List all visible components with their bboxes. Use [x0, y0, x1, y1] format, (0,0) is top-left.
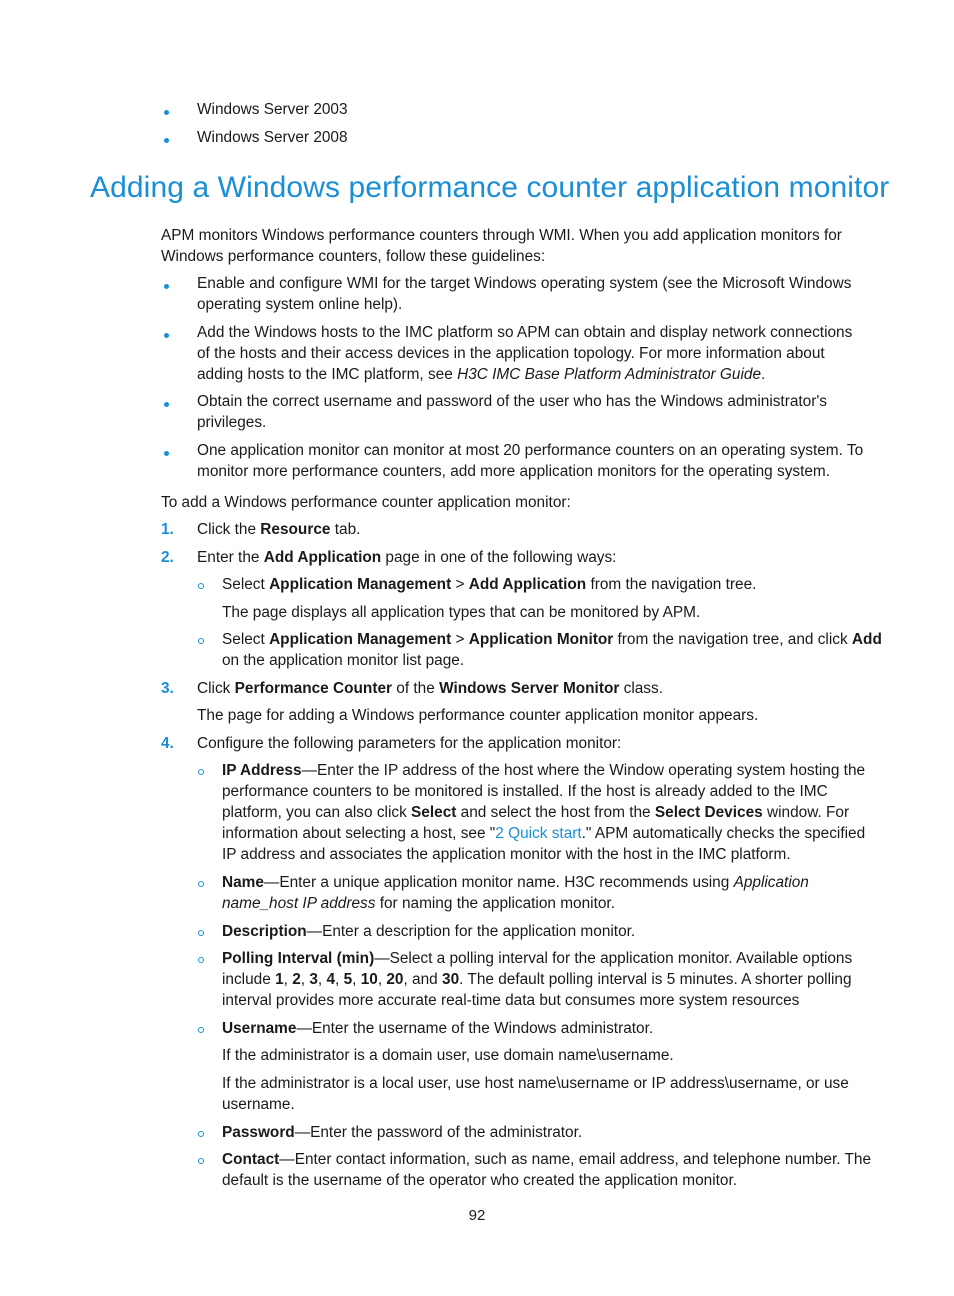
step-2: Enter the Add Application page in one of the following ways:: [197, 549, 617, 566]
section-heading: Adding a Windows performance counter application monitor: [90, 171, 890, 204]
param-password: Password—Enter the password of the administrator.: [222, 1124, 583, 1141]
circle-bullet-icon: [198, 1158, 204, 1164]
username-note-domain: If the administrator is a domain user, use domain name\username.: [222, 1047, 674, 1064]
step-number: 1.: [161, 521, 174, 538]
step-3: Click Performance Counter of the Windows Server Monitor class.: [197, 680, 663, 697]
circle-bullet-icon: [198, 881, 204, 887]
step-4: Configure the following parameters for the application monitor:: [197, 735, 622, 752]
list-item: Windows Server 2003: [197, 101, 348, 118]
guideline-item: Enable and configure WMI for the target Windows operating system (see the Microsoft Windows operating system online help).: [197, 275, 852, 313]
step-1: Click the Resource tab.: [197, 521, 361, 538]
quick-start-link[interactable]: 2 Quick start: [495, 825, 582, 842]
step-number: 2.: [161, 549, 174, 566]
step-number: 3.: [161, 680, 174, 697]
username-note-local: If the administrator is a local user, use host name\username or IP address\username, or use username.: [222, 1075, 849, 1113]
guideline-item: Add the Windows hosts to the IMC platform so APM can obtain and display network connections of the hosts and their access devices in the application topology. For more information about adding hosts to the IMC platform, see H3C IMC Base Platform Administrator Guide.: [197, 324, 853, 383]
param-name: Name—Enter a unique application monitor name. H3C recommends using Application name_host IP address for naming the application monitor.: [222, 874, 809, 912]
bullet-icon: [164, 138, 169, 143]
bullet-icon: [164, 284, 169, 289]
page-number: 92: [468, 1207, 486, 1224]
param-username: Username—Enter the username of the Windows administrator.: [222, 1020, 654, 1037]
procedure-intro: To add a Windows performance counter application monitor:: [161, 494, 571, 511]
param-ip-address: IP Address—Enter the IP address of the host where the Window operating system hosting the performance counters to be monitored is installed. If the host is already added to the IMC platform, you can also click Select and select the host from the Select Devices window. For information about selecting a host, see "2 Quick start." APM automatically checks the specified IP address and associates the application monitor with the host in the IMC platform.: [222, 762, 866, 863]
step-2-option-a-note: The page displays all application types that can be monitored by APM.: [222, 604, 701, 621]
bullet-icon: [164, 451, 169, 456]
circle-bullet-icon: [198, 957, 204, 963]
circle-bullet-icon: [198, 583, 204, 589]
guide-title: H3C IMC Base Platform Administrator Guide: [457, 366, 761, 383]
circle-bullet-icon: [198, 1131, 204, 1137]
bullet-icon: [164, 110, 169, 115]
bullet-icon: [164, 402, 169, 407]
step-number: 4.: [161, 735, 174, 752]
list-item: Windows Server 2008: [197, 129, 348, 146]
guideline-item: One application monitor can monitor at most 20 performance counters on an operating system. To monitor more performance counters, add more application monitors for the operating system.: [197, 442, 864, 480]
param-description: Description—Enter a description for the application monitor.: [222, 923, 636, 940]
intro-paragraph: APM monitors Windows performance counters through WMI. When you add application monitors for Windows performance counters, follow these guidelines:: [161, 227, 842, 265]
param-polling-interval: Polling Interval (min)—Select a polling interval for the application monitor. Available options include 1, 2, 3, 4, 5, 10, 20, and 30. The default polling interval is 5 minutes. A shorter polling interval provides more accurate real-time data but consumes more system resources: [222, 950, 853, 1009]
bullet-icon: [164, 333, 169, 338]
circle-bullet-icon: [198, 769, 204, 775]
guideline-item: Obtain the correct username and password of the user who has the Windows administrator's privileges.: [197, 393, 827, 431]
step-2-option-b: Select Application Management > Application Monitor from the navigation tree, and click Add on the application monitor list page.: [222, 631, 882, 669]
param-contact: Contact—Enter contact information, such as name, email address, and telephone number. The default is the username of the operator who created the application monitor.: [222, 1151, 872, 1189]
step-2-option-a: Select Application Management > Add Application from the navigation tree.: [222, 576, 757, 593]
circle-bullet-icon: [198, 1027, 204, 1033]
circle-bullet-icon: [198, 638, 204, 644]
step-3-note: The page for adding a Windows performance counter application monitor appears.: [197, 707, 759, 724]
circle-bullet-icon: [198, 930, 204, 936]
